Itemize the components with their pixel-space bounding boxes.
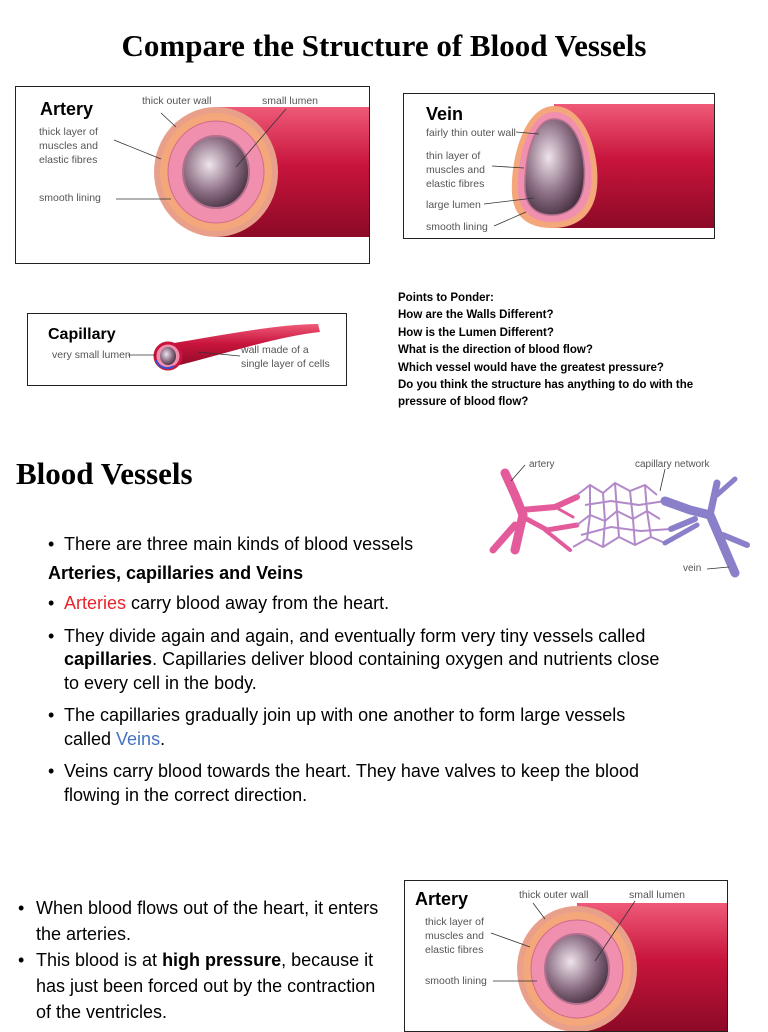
bullet-item: • When blood flows out of the heart, it enters the arteries. xyxy=(18,895,388,947)
bullet-list xyxy=(48,533,668,816)
section-heading: Blood Vessels xyxy=(16,456,193,491)
artery-2-label-muscle: thick layer of muscles and elastic fibres xyxy=(425,916,484,956)
artery-2-label-lining: smooth lining xyxy=(425,975,487,987)
points-to-ponder xyxy=(398,290,758,412)
vein-label-lumen: large lumen xyxy=(426,199,481,211)
arteries-highlight: Arteries xyxy=(64,593,127,613)
artery-heading-2: Artery xyxy=(415,889,469,909)
ponder-question: pressure of blood flow? xyxy=(398,396,529,409)
bullet-item: • They divide again and again, and eventually form very tiny vessels called capillaries. Capillaries deliver blood containing oxygen and nutrients close to every cell in the body. xyxy=(48,625,668,696)
vein-diagram xyxy=(403,93,715,239)
bullet-item: • Veins carry blood towards the heart. They have valves to keep the blood flowing in the correct direction. xyxy=(48,760,668,807)
bullet-item: • There are three main kinds of blood vessels xyxy=(48,533,668,557)
ponder-question: What is the direction of blood flow? xyxy=(398,344,593,357)
artery-2-label-lumen: small lumen xyxy=(629,889,686,901)
vein-label-muscle: thin layer of muscles and elastic fibres xyxy=(426,150,485,190)
network-label-vein: vein xyxy=(683,563,702,574)
artery-diagram-2 xyxy=(404,880,728,1032)
artery-diagram xyxy=(15,86,370,264)
bullet-item: • This blood is at high pressure, because it has just been forced out by the contraction of the ventricles. xyxy=(18,947,388,1025)
artery-label-lining: smooth lining xyxy=(39,192,101,204)
lower-bullet-list xyxy=(18,895,388,1025)
capillary-label-lumen: very small lumen xyxy=(52,349,131,361)
vein-label-outer-wall: fairly thin outer wall xyxy=(426,127,516,139)
bullet-item: • Arteries carry blood away from the heart. xyxy=(48,592,668,616)
ponder-question: Do you think the structure has anything to do with the xyxy=(398,379,694,392)
bullet-item: • The capillaries gradually join up with one another to form large vessels called Veins. xyxy=(48,704,668,751)
vein-label-lining: smooth lining xyxy=(426,221,488,233)
capillaries-bold: capillaries xyxy=(64,649,153,669)
capillary-diagram xyxy=(27,313,347,386)
artery-label-outer-wall: thick outer wall xyxy=(142,95,212,107)
capillary-label-wall: wall made of a single layer of cells xyxy=(241,344,330,370)
artery-label-muscle: thick layer of muscles and elastic fibres xyxy=(39,126,98,166)
veins-highlight: Veins xyxy=(116,728,161,749)
capillary-heading: Capillary xyxy=(48,326,116,343)
ponder-question: Which vessel would have the greatest pressure? xyxy=(398,361,664,374)
ponder-question: How is the Lumen Different? xyxy=(398,326,554,339)
network-label-artery: artery xyxy=(529,459,555,470)
ponder-heading: Points to Ponder: xyxy=(398,292,494,304)
high-pressure-bold: high pressure xyxy=(162,950,282,970)
page-title: Compare the Structure of Blood Vessels xyxy=(121,28,647,63)
vein-heading: Vein xyxy=(426,104,464,124)
bullet-subheading: Arteries, capillaries and Veins xyxy=(48,562,304,583)
artery-2-label-outer-wall: thick outer wall xyxy=(519,889,589,901)
network-label-capillary: capillary network xyxy=(635,459,710,470)
artery-heading: Artery xyxy=(40,99,94,119)
artery-label-lumen: small lumen xyxy=(262,95,319,107)
ponder-question: How are the Walls Different? xyxy=(398,309,554,322)
